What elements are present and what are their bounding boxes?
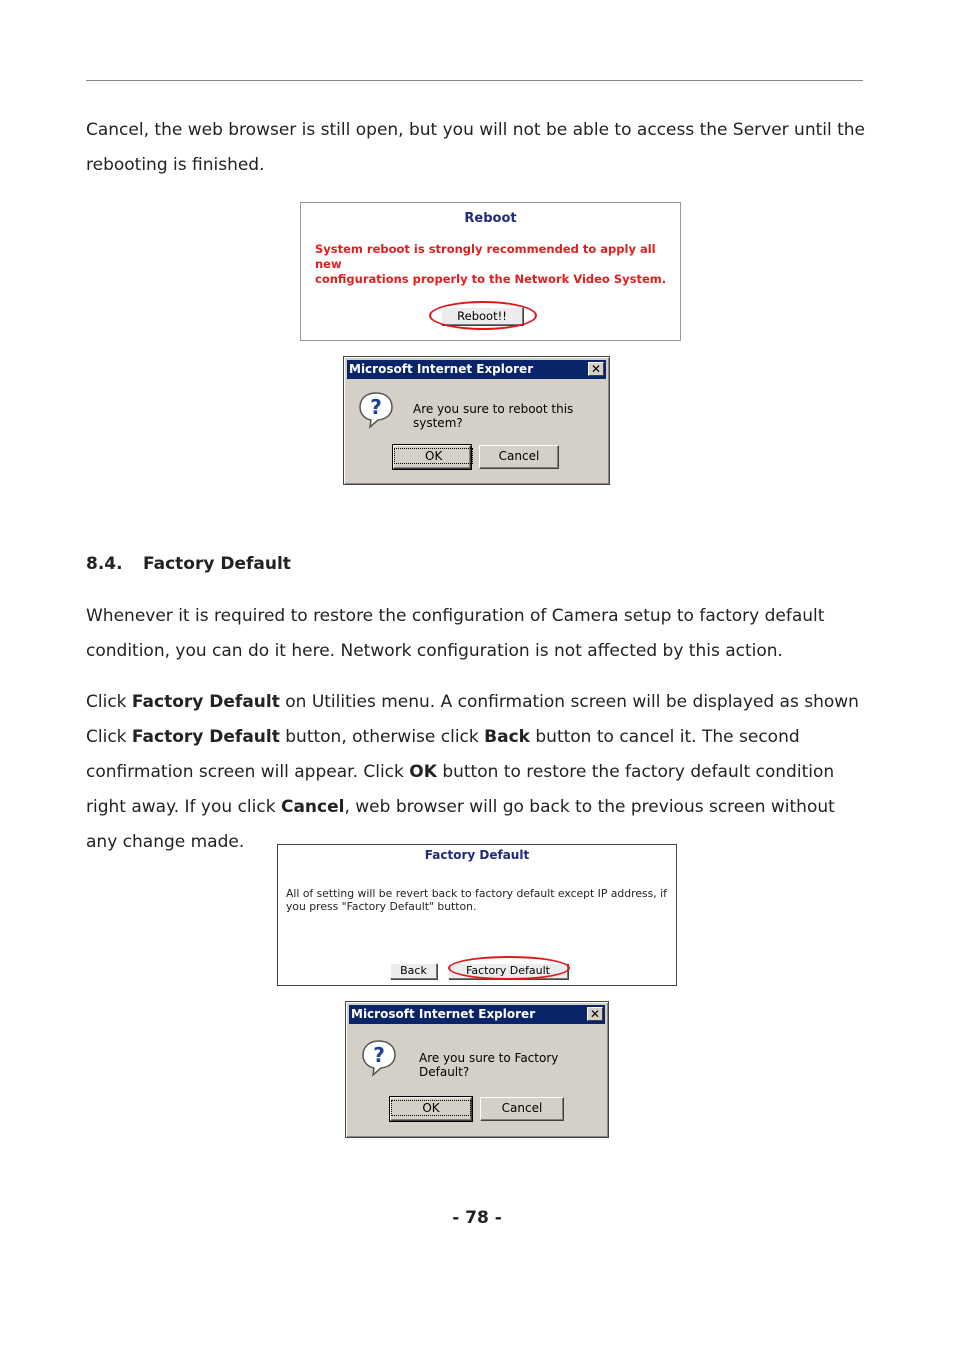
factory-message <box>286 887 667 913</box>
section-heading <box>86 554 291 574</box>
text-run: , web browser will go back to the previous screen without any change made. <box>86 797 835 852</box>
bold-term: Factory Default <box>131 727 280 747</box>
question-icon <box>358 391 394 429</box>
factory-default-button[interactable]: Factory Default <box>448 963 568 979</box>
section-title: Factory Default <box>143 554 291 574</box>
cancel-button[interactable]: Cancel <box>479 445 559 469</box>
text-run: on Utilities menu. A confirmation screen will be displayed as shown Click <box>86 692 859 747</box>
section-number: 8.4. <box>86 554 123 574</box>
ok-button[interactable] <box>390 1097 472 1121</box>
reboot-dialog <box>343 356 610 485</box>
back-button[interactable]: Back <box>390 963 437 979</box>
instructions-paragraph <box>86 685 866 860</box>
dialog-message: Are you sure to reboot this system? <box>413 402 574 430</box>
svg-text:?: ? <box>373 1043 385 1067</box>
ok-button[interactable] <box>393 445 471 469</box>
text-run: button to restore the factory default condition right away. If you click <box>86 762 835 817</box>
reboot-message-line1: System reboot is strongly recommended to apply all new <box>315 242 656 271</box>
factory-message-line2: you press "Factory Default" button. <box>286 900 477 913</box>
reboot-message-line2: configurations properly to the Network Video System. <box>315 272 667 286</box>
factory-panel-title: Factory Default <box>424 848 530 862</box>
ok-button-label: OK <box>394 448 473 464</box>
close-icon[interactable]: ✕ <box>587 1007 603 1021</box>
reboot-button[interactable]: Reboot!! <box>441 307 523 325</box>
dialog-titlebar <box>349 1005 605 1024</box>
close-icon[interactable]: ✕ <box>588 362 604 376</box>
dialog-message: Are you sure to Factory Default? <box>419 1051 559 1079</box>
reboot-panel-title: Reboot <box>464 211 517 226</box>
header-rule <box>86 80 863 81</box>
bold-term: OK <box>409 762 437 782</box>
bold-term: Cancel <box>280 797 345 817</box>
cancel-button[interactable]: Cancel <box>480 1097 564 1121</box>
factory-default-panel <box>277 844 677 986</box>
intro-paragraph: Cancel, the web browser is still open, but you will not be able to access the Server until the rebooting is finished. <box>86 120 866 175</box>
highlight-ring <box>429 301 537 330</box>
text-run: Click <box>86 692 132 712</box>
bold-term: Back <box>484 727 530 747</box>
ok-button-label: OK <box>391 1100 470 1116</box>
highlight-ring <box>448 956 570 980</box>
svg-text:?: ? <box>370 395 382 419</box>
factory-message-line1: All of setting will be revert back to factory default except IP address, if <box>286 887 667 900</box>
page-number: - 78 - <box>452 1208 502 1228</box>
text-run: button to cancel it. The second confirmation screen will appear. Click <box>86 727 800 782</box>
question-icon <box>361 1039 397 1077</box>
dialog-title: Microsoft Internet Explorer <box>349 362 534 376</box>
factory-dialog <box>345 1001 609 1138</box>
bold-term: Factory Default <box>131 692 280 712</box>
factory-intro-paragraph: Whenever it is required to restore the configuration of Camera setup to factory default condition, you can do it here. Network configuration is not affected by this action. <box>86 606 825 661</box>
dialog-title: Microsoft Internet Explorer <box>351 1007 536 1021</box>
reboot-panel <box>300 202 681 341</box>
reboot-message <box>315 242 680 287</box>
dialog-titlebar <box>347 360 606 379</box>
text-run: button, otherwise click <box>279 727 485 747</box>
